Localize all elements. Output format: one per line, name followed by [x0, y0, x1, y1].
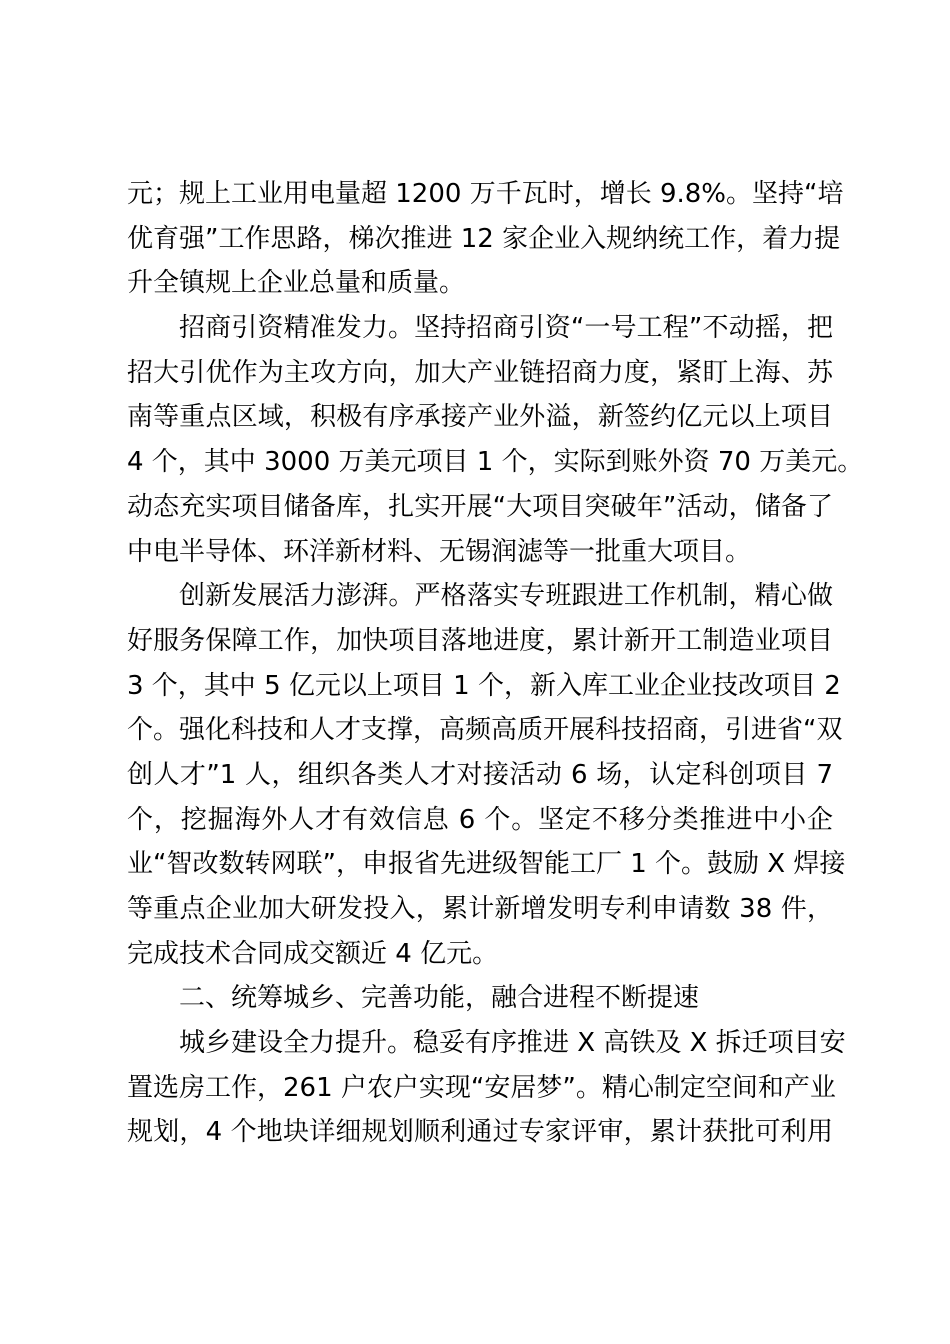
paragraph-3-line-1: 创新发展活力澎湃。严格落实专班跟进工作机制，精心做: [179, 581, 833, 612]
paragraph-2-line-2: 招大引优作为主攻方向，加大产业链招商力度，紧盯上海、苏: [127, 357, 833, 388]
paragraph-2-line-6: 中电半导体、环洋新材料、无锡润滤等一批重大项目。: [127, 536, 752, 567]
paragraph-4-line-1: 二、统筹城乡、完善功能，融合进程不断提速: [179, 983, 700, 1014]
paragraph-3-line-5: 创人才”1 人，组织各类人才对接活动 6 场，认定科创项目 7: [127, 759, 833, 790]
paragraph-1-line-2: 优育强”工作思路，梯次推进 12 家企业入规纳统工作，着力提: [127, 223, 841, 254]
paragraph-3-line-7: 业“智改数转网联”，申报省先进级智能工厂 1 个。鼓励 X 焊接: [127, 849, 846, 880]
paragraph-2-line-3: 南等重点区域，积极有序承接产业外溢，新签约亿元以上项目: [127, 402, 833, 433]
paragraph-5-line-1: 城乡建设全力提升。稳妥有序推进 X 高铁及 X 拆迁项目安: [179, 1028, 846, 1059]
paragraph-3-line-6: 个，挖掘海外人才有效信息 6 个。坚定不移分类推进中小企: [127, 804, 833, 835]
paragraph-2-line-1: 招商引资精准发力。坚持招商引资“一号工程”不动摇，把: [179, 313, 833, 344]
paragraph-1-line-1: 元；规上工业用电量超 1200 万千瓦时，增长 9.8%。坚持“培: [127, 179, 844, 209]
paragraph-3-line-3: 3 个，其中 5 亿元以上项目 1 个，新入库工业企业技改项目 2: [127, 670, 841, 701]
paragraph-1-line-3: 升全镇规上企业总量和质量。: [127, 268, 466, 299]
document-body: [127, 172, 864, 1155]
paragraph-5-line-2: 置选房工作，261 户农户实现“安居梦”。精心制定空间和产业: [127, 1072, 836, 1103]
paragraph-2-line-5: 动态充实项目储备库，扎实开展“大项目突破年”活动，储备了: [127, 491, 833, 522]
paragraph-3-line-2: 好服务保障工作，加快项目落地进度，累计新开工制造业项目: [127, 625, 833, 656]
paragraph-5-line-3: 规划，4 个地块详细规划顺利通过专家评审，累计获批可利用: [127, 1117, 833, 1148]
paragraph-3-line-4: 个。强化科技和人才支撑，高频高质开展科技招商，引进省“双: [127, 715, 843, 746]
paragraph-2-line-4: 4 个，其中 3000 万美元项目 1 个，实际到账外资 70 万美元。: [127, 447, 864, 478]
paragraph-3-line-9: 完成技术合同成交额近 4 亿元。: [127, 938, 499, 969]
paragraph-3-line-8: 等重点企业加大研发投入，累计新增发明专利申请数 38 件，: [127, 894, 833, 924]
